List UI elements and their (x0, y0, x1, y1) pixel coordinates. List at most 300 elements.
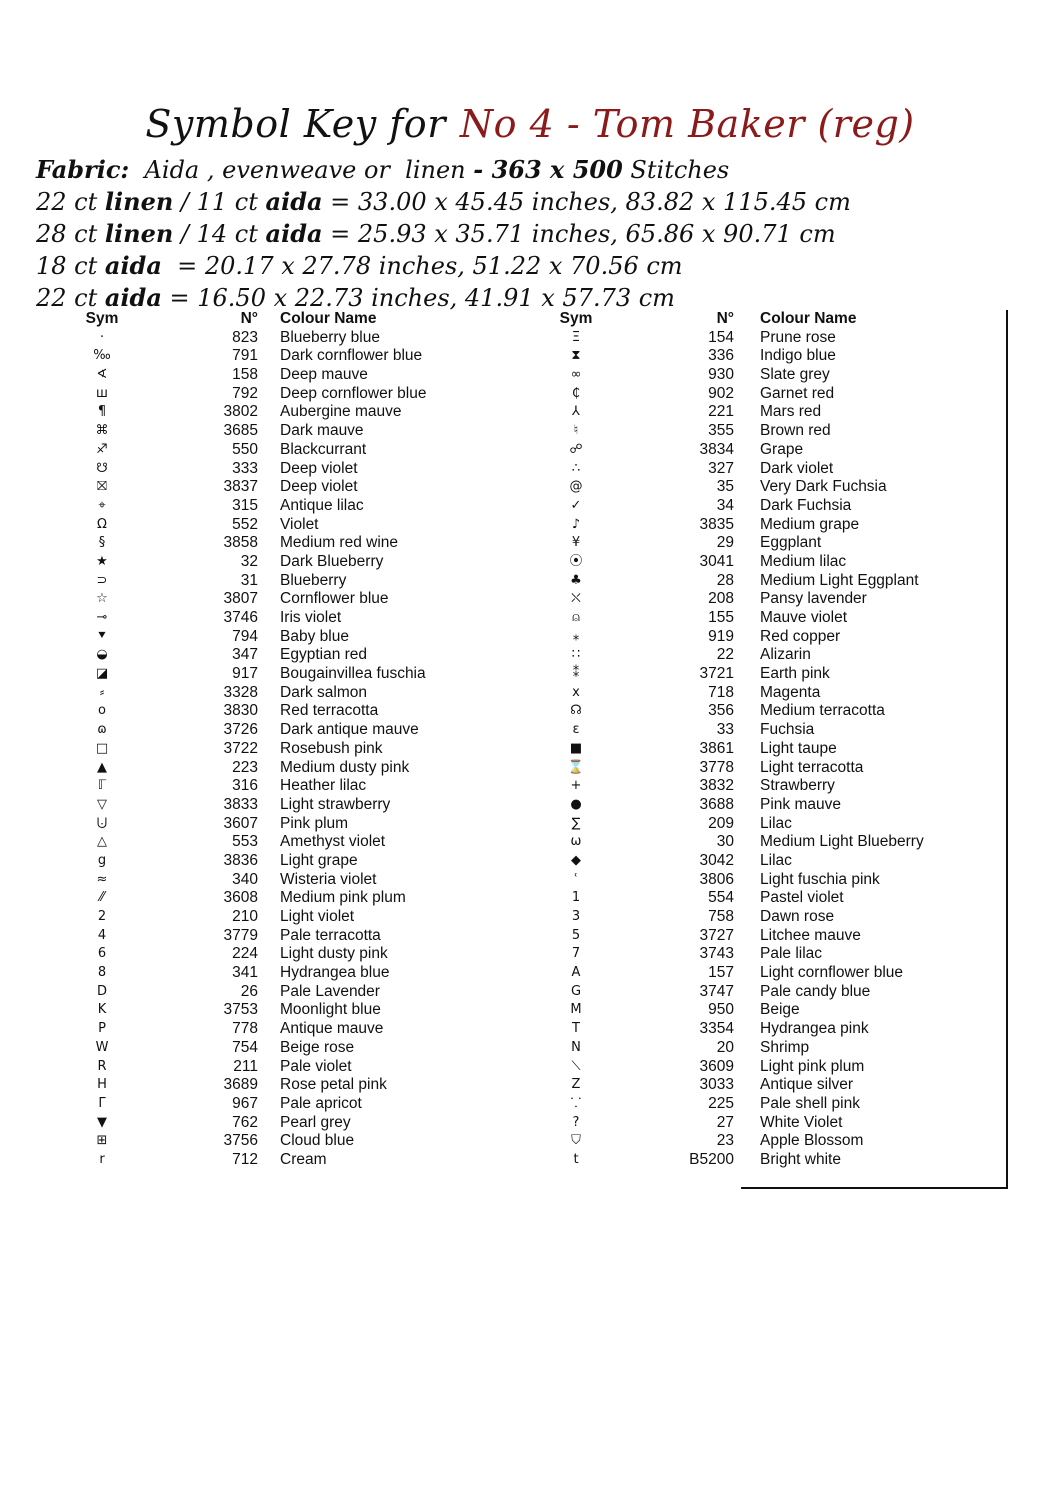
symbol-icon: ʿ (574, 871, 578, 887)
table-row (540, 609, 1010, 628)
thread-number: 554 (708, 889, 734, 907)
symbol-icon: □ (95, 740, 109, 756)
symbol-icon: 3 (571, 909, 581, 924)
symbol-icon: + (570, 778, 582, 794)
symbol-icon: ⁎ (572, 628, 580, 644)
colour-name: Dawn rose (760, 908, 835, 925)
colour-name: Mars red (760, 403, 822, 421)
thread-number: 22 (716, 646, 734, 664)
table-row (540, 1001, 1010, 1020)
symbol-icon: Γ (98, 1095, 106, 1111)
table-row (70, 945, 490, 964)
symbol-icon: ∢ (96, 367, 108, 383)
table-row (540, 740, 1010, 759)
colour-name: Pale candy blue (760, 982, 871, 1000)
thread-number: 34 (716, 496, 734, 514)
symbol-icon: ☋ (96, 460, 108, 476)
table-row (70, 777, 490, 796)
thread-number: 157 (708, 964, 734, 982)
colour-name: Deep mauve (280, 366, 368, 384)
stitch-suffix: Stitches (622, 156, 730, 184)
thread-number: 209 (708, 814, 734, 832)
table-row (540, 1114, 1010, 1133)
symbol-icon: ш (96, 385, 108, 401)
symbol-icon: ☆ (96, 591, 108, 607)
thread-number: 3328 (223, 683, 258, 701)
colour-name: Rose petal pink (280, 1076, 387, 1094)
symbol-icon: A (571, 965, 581, 981)
thread-number: 794 (232, 627, 258, 645)
thread-number: 26 (240, 982, 258, 1000)
thread-number: 718 (708, 683, 734, 701)
colour-name: Pale violet (280, 1057, 352, 1075)
thread-number: 3727 (699, 926, 734, 944)
thread-number: 917 (232, 665, 258, 683)
symbol-icon: ⍝ (572, 610, 580, 625)
symbol-icon: ¶ (97, 404, 107, 420)
symbol-icon: ⁑ (572, 666, 580, 682)
colour-name: Indigo blue (760, 347, 836, 365)
colour-name: Medium Light Eggplant (760, 571, 919, 589)
symbol-icon: · (99, 329, 105, 345)
colour-name: Medium pink plum (280, 889, 406, 907)
thread-number: 347 (232, 646, 258, 664)
table-row (540, 572, 1010, 591)
colour-name: Light pink plum (760, 1057, 865, 1075)
table-row (70, 796, 490, 815)
colour-name: Light violet (280, 908, 355, 925)
symbol-icon: ■ (569, 740, 583, 756)
table-row (540, 628, 1010, 647)
colour-name: Dark violet (760, 459, 834, 477)
thread-number: 316 (232, 777, 258, 795)
thread-number: 550 (232, 440, 258, 458)
header-num: N° (716, 310, 734, 327)
table-row (70, 366, 490, 385)
colour-name: Slate grey (760, 366, 830, 384)
thread-number: 3833 (223, 795, 258, 813)
symbol-icon: ⛝ (97, 479, 107, 495)
table-row (70, 927, 490, 946)
thread-number: 950 (708, 1001, 734, 1019)
colour-name: Fuchsia (760, 721, 815, 739)
table-row (70, 983, 490, 1002)
thread-number: 210 (232, 908, 258, 925)
thread-number: 712 (232, 1150, 258, 1168)
thread-number: 327 (708, 459, 734, 477)
title-prefix: Symbol Key for (145, 102, 446, 146)
table-row (70, 833, 490, 852)
table-row (70, 871, 490, 890)
stitch-count: - 363 x 500 (473, 155, 623, 184)
colour-name: Medium lilac (760, 552, 847, 570)
symbol-icon: 1 (571, 890, 581, 906)
colour-name: Wisteria violet (280, 870, 377, 888)
colour-name: Pale apricot (280, 1094, 362, 1112)
symbol-icon: ≈ (96, 871, 108, 887)
colour-name: Dark cornflower blue (280, 347, 423, 365)
symbol-icon: R (97, 1058, 107, 1074)
table-row (70, 684, 490, 703)
thread-number: 3688 (699, 795, 734, 813)
colour-name: Medium terracotta (760, 702, 885, 720)
thread-number: 23 (716, 1132, 734, 1150)
symbol-icon: 8 (97, 965, 107, 981)
table-row (70, 478, 490, 497)
table-row (540, 759, 1010, 778)
colour-name: Bougainvillea fuschia (280, 665, 426, 683)
size-b2: aida (265, 187, 323, 216)
symbol-icon: o (98, 703, 106, 719)
symbol-icon: ♐ (96, 441, 108, 457)
thread-number: 3834 (699, 440, 734, 458)
colour-name: Earth pink (760, 665, 830, 683)
thread-number: 3830 (223, 702, 258, 720)
symbol-icon: 4 (97, 927, 107, 943)
colour-name: Pearl grey (280, 1113, 351, 1131)
thread-number: 35 (716, 478, 734, 496)
table-row (540, 815, 1010, 834)
table-row (70, 1039, 490, 1058)
symbol-icon: 7 (571, 946, 581, 962)
table-row (70, 740, 490, 759)
table-row (70, 1001, 490, 1020)
table-row (70, 609, 490, 628)
thread-number: 28 (716, 571, 734, 589)
symbol-icon: ⧗ (571, 348, 581, 364)
size-rest: = 20.17 x 27.78 inches, 51.22 x 70.56 cm (161, 252, 683, 280)
colour-name: Bright white (760, 1150, 841, 1168)
symbol-icon: ‰ (93, 348, 111, 364)
page-title (0, 96, 1060, 152)
symbol-icon: g (97, 852, 107, 868)
symbol-icon: K (97, 1002, 107, 1018)
thread-number: 3721 (699, 665, 734, 683)
colour-name: Light fuschia pink (760, 870, 880, 888)
symbol-icon: ⯆ (96, 628, 108, 644)
table-row (540, 983, 1010, 1002)
header-name: Colour Name (280, 310, 377, 327)
table-row (540, 385, 1010, 404)
table-row (70, 422, 490, 441)
colour-name: Dark mauve (280, 422, 364, 440)
symbol-icon: ɷ (97, 722, 107, 738)
symbol-icon: 2 (97, 909, 107, 924)
size-b2: aida (265, 219, 323, 248)
colour-name: Blackcurrant (280, 440, 367, 458)
colour-name: Brown red (760, 422, 831, 440)
colour-name: Light strawberry (280, 795, 391, 813)
colour-name: Blueberry blue (280, 328, 380, 346)
thread-number: 791 (232, 347, 258, 365)
table-row (540, 1020, 1010, 1039)
colour-name: Antique lilac (280, 496, 364, 514)
size-line (36, 250, 851, 282)
table-row (70, 1058, 490, 1077)
table-row (70, 646, 490, 665)
symbol-icon: ¥ (571, 535, 581, 551)
symbol-icon: ω (570, 834, 582, 850)
symbol-icon: ⌛ (567, 759, 585, 775)
table-row (540, 366, 1010, 385)
thread-number: 315 (232, 496, 258, 514)
symbol-icon: W (95, 1039, 109, 1055)
colour-name: Cornflower blue (280, 590, 389, 608)
thread-number: 208 (708, 590, 734, 608)
table-row (540, 927, 1010, 946)
table-row (70, 1076, 490, 1095)
symbol-icon: @ (569, 479, 583, 495)
thread-number: 3354 (699, 1020, 734, 1038)
colour-name: Light grape (280, 851, 358, 869)
thread-number: 29 (716, 534, 734, 552)
colour-name: Hydrangea pink (760, 1020, 869, 1038)
table-row (70, 385, 490, 404)
colour-name: Medium Light Blueberry (760, 833, 924, 851)
symbol-icon: ⦿ (569, 553, 583, 569)
header-name: Colour Name (760, 310, 857, 327)
thread-number: 778 (232, 1020, 258, 1038)
symbol-icon: D (96, 983, 107, 999)
colour-name: Garnet red (760, 384, 835, 402)
pattern-name: No 4 - Tom Baker (reg) (459, 102, 915, 146)
table-row (540, 347, 1010, 366)
colour-name: Pale lilac (760, 945, 823, 963)
table-row (70, 628, 490, 647)
size-rest: = 16.50 x 22.73 inches, 41.91 x 57.73 cm (161, 284, 675, 312)
symbol-icon: ♣ (570, 572, 582, 588)
table-border-bottom (741, 1187, 1008, 1189)
table-row (540, 833, 1010, 852)
table-row (70, 590, 490, 609)
table-row (70, 441, 490, 460)
symbol-icon: ⸗ (99, 684, 105, 700)
colour-name: Pale Lavender (280, 982, 380, 1000)
thread-number: 3607 (223, 814, 258, 832)
symbol-icon: ⁄⁄ (99, 890, 105, 906)
symbol-icon: ♮ (573, 423, 579, 439)
table-row (540, 553, 1010, 572)
size-ct1: 22 ct (36, 188, 105, 216)
symbol-icon: T (572, 1021, 580, 1037)
table-row (540, 497, 1010, 516)
thread-number: 33 (716, 721, 734, 739)
table-row (70, 403, 490, 422)
symbol-icon: ☊ (570, 703, 582, 719)
symbol-icon: ✓ (570, 497, 582, 513)
thread-number: 3726 (223, 721, 258, 739)
thread-number: 333 (232, 459, 258, 477)
colour-name: Deep violet (280, 478, 358, 496)
thread-number: 823 (232, 328, 258, 346)
thread-number: 30 (716, 833, 734, 851)
size-rest: = 33.00 x 45.45 inches, 83.82 x 115.45 cm (322, 188, 851, 216)
symbol-icon: ⛉ (571, 1133, 581, 1149)
symbol-icon: § (98, 535, 106, 551)
symbol-icon: ⊃ (96, 572, 108, 588)
table-row (540, 1076, 1010, 1095)
table-row (540, 403, 1010, 422)
symbol-icon: ∴ (571, 460, 581, 476)
symbol-icon: ⅄ (572, 404, 580, 420)
thread-number: 3753 (223, 1001, 258, 1019)
thread-number: 224 (232, 945, 258, 963)
thread-number: 762 (232, 1113, 258, 1131)
table-row (540, 422, 1010, 441)
colour-name: Heather lilac (280, 777, 367, 795)
table-row (70, 572, 490, 591)
thread-number: 355 (708, 422, 734, 440)
table-row (540, 534, 1010, 553)
thread-number: 211 (233, 1057, 258, 1075)
colour-name: Magenta (760, 683, 821, 701)
symbol-icon: ⨃ (96, 815, 108, 831)
size-line (36, 186, 851, 218)
thread-number: 3858 (223, 534, 258, 552)
colour-name: Mauve violet (760, 609, 848, 626)
table-row (540, 590, 1010, 609)
colour-name: Dark Fuchsia (760, 496, 852, 514)
table-row (540, 1151, 1010, 1170)
table-header (540, 310, 1010, 329)
colour-name: Antique mauve (280, 1020, 384, 1038)
table-row (540, 684, 1010, 703)
symbol-table-left (70, 310, 490, 1170)
table-row (70, 1095, 490, 1114)
thread-number: 3861 (699, 739, 734, 757)
colour-name: Cream (280, 1150, 327, 1168)
table-row (70, 721, 490, 740)
symbol-icon: N (571, 1039, 581, 1055)
table-row (70, 702, 490, 721)
colour-name: Pastel violet (760, 889, 844, 907)
thread-number: 27 (716, 1113, 734, 1131)
colour-name: Beige rose (280, 1038, 355, 1056)
symbol-icon: ♪ (571, 516, 581, 532)
colour-name: White Violet (760, 1113, 843, 1131)
thread-number: 3033 (699, 1076, 734, 1094)
colour-name: Medium grape (760, 515, 860, 533)
colour-name: Litchee mauve (760, 926, 861, 944)
symbol-icon: ▽ (97, 796, 107, 812)
symbol-icon: x (572, 684, 580, 700)
size-ct1: 28 ct (36, 220, 105, 248)
thread-number: 3042 (699, 851, 734, 869)
table-row (70, 889, 490, 908)
colour-name: Antique silver (760, 1076, 854, 1094)
table-header (70, 310, 490, 329)
table-row (540, 964, 1010, 983)
size-b1: linen (104, 187, 174, 216)
symbol-icon: Ω (97, 516, 107, 532)
colour-name: Deep cornflower blue (280, 384, 427, 402)
table-row (540, 1095, 1010, 1114)
table-row (540, 460, 1010, 479)
thread-number: 553 (232, 833, 258, 851)
table-row (70, 908, 490, 927)
header-num: N° (240, 310, 258, 327)
thread-number: 3835 (699, 515, 734, 533)
symbol-icon: ▲ (97, 759, 107, 775)
thread-number: 3806 (699, 870, 734, 888)
colour-name: Beige (760, 1001, 800, 1019)
colour-name: Dark Blueberry (280, 552, 384, 570)
header-sym: Sym (85, 310, 119, 327)
thread-number: 3779 (223, 926, 258, 944)
colour-name: Grape (760, 440, 804, 458)
thread-number: 158 (232, 366, 258, 384)
table-row (70, 1114, 490, 1133)
fabric-line (36, 154, 851, 186)
fabric-types: Aida , evenweave or linen (129, 156, 474, 184)
symbol-icon: ε (572, 722, 580, 738)
table-row (70, 497, 490, 516)
table-row (540, 646, 1010, 665)
header-sym: Sym (559, 310, 593, 327)
colour-name: Hydrangea blue (280, 964, 390, 982)
symbol-icon: ⟍ (571, 1058, 581, 1074)
fabric-specs (36, 154, 851, 314)
thread-number: 154 (708, 328, 734, 346)
table-row (70, 553, 490, 572)
colour-name: Eggplant (760, 534, 822, 552)
thread-number: 552 (232, 515, 258, 533)
colour-name: Lilac (760, 814, 792, 832)
table-row (540, 702, 1010, 721)
thread-number: 3802 (223, 403, 258, 421)
colour-name: Rosebush pink (280, 739, 383, 757)
symbol-icon: ∞ (570, 367, 582, 383)
thread-number: 356 (708, 702, 734, 720)
symbol-icon: 6 (97, 946, 107, 962)
thread-number: 902 (708, 384, 734, 402)
table-row (70, 329, 490, 348)
size-line (36, 218, 851, 250)
table-row (70, 852, 490, 871)
colour-name: Violet (280, 515, 319, 533)
table-row (540, 665, 1010, 684)
thread-number: 3722 (223, 739, 258, 757)
table-row (540, 889, 1010, 908)
colour-name: Medium dusty pink (280, 758, 410, 776)
symbol-icon: ? (572, 1114, 580, 1130)
table-row (70, 347, 490, 366)
size-mid: / 11 ct (173, 188, 266, 216)
symbol-icon: △ (97, 834, 107, 850)
symbol-icon: ◒ (96, 647, 108, 663)
symbol-icon: ⸪ (570, 1095, 582, 1111)
symbol-icon: G (570, 983, 582, 999)
thread-number: 3746 (223, 609, 258, 626)
size-b1: linen (104, 219, 174, 248)
table-row (540, 478, 1010, 497)
colour-name: Alizarin (760, 646, 811, 664)
colour-name: Apple Blossom (760, 1132, 864, 1150)
symbol-icon: ∷ (571, 647, 581, 663)
thread-number: 223 (232, 758, 258, 776)
colour-name: Light dusty pink (280, 945, 388, 963)
thread-number: 31 (240, 571, 258, 589)
thread-number: 967 (232, 1094, 258, 1112)
thread-number: 221 (708, 403, 734, 421)
colour-name: Cloud blue (280, 1132, 355, 1150)
thread-number: 3756 (223, 1132, 258, 1150)
table-row (70, 1132, 490, 1151)
colour-name: Light taupe (760, 739, 837, 757)
colour-name: Red terracotta (280, 702, 379, 720)
symbol-icon: P (98, 1021, 106, 1037)
thread-number: 792 (232, 384, 258, 402)
